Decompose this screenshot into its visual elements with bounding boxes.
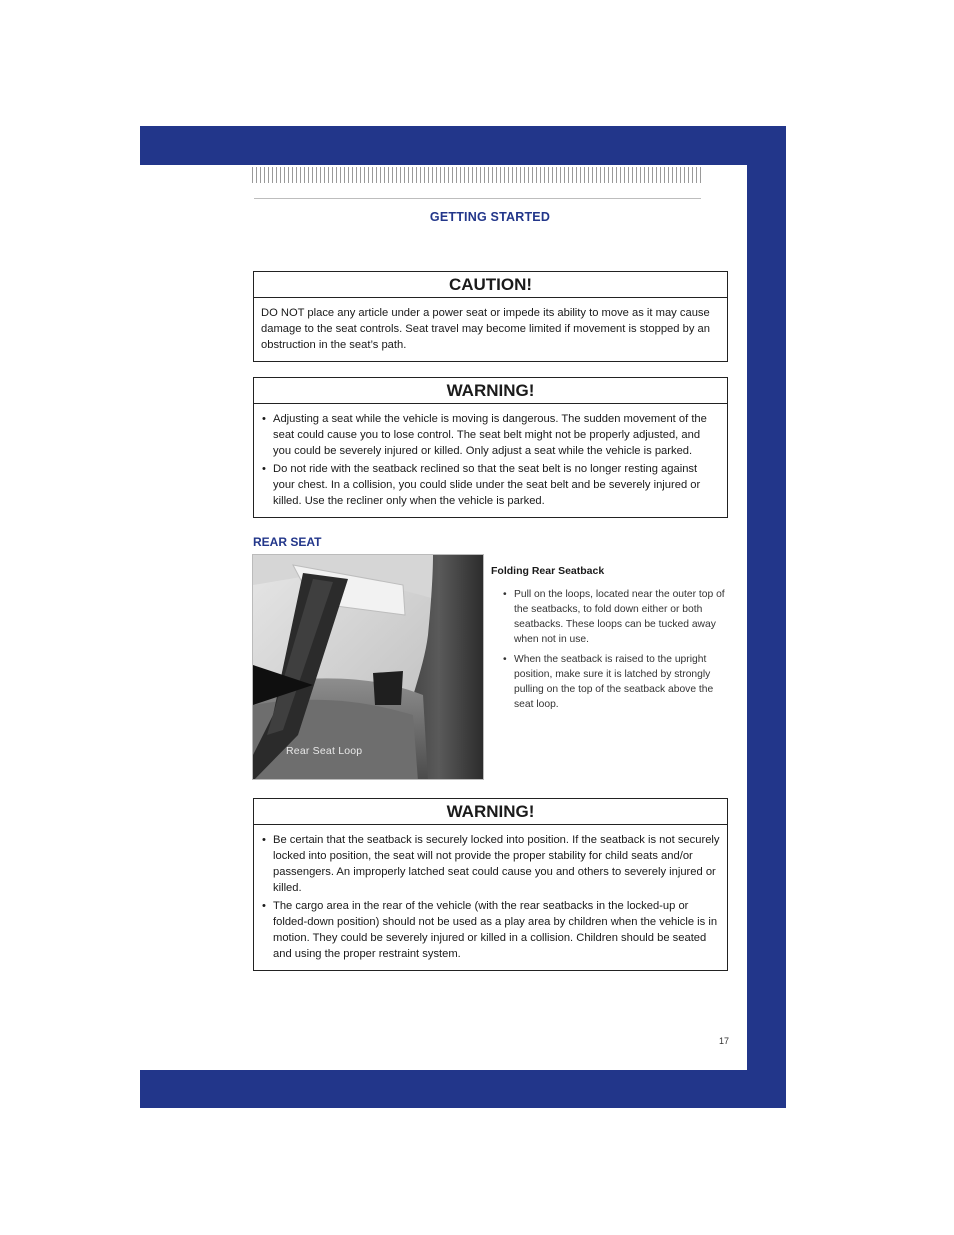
caution-body: DO NOT place any article under a power seat or impede its ability to move as it may cause damage to the seat controls. Seat travel may become limited if movement is stopped by an obstruction in the seat’s path. <box>261 307 710 351</box>
warning-title: WARNING! <box>254 799 727 825</box>
section-header: GETTING STARTED <box>429 210 551 224</box>
warning-bullet: • Do not ride with the seatback reclined so that the seat belt is no longer resting against your chest. In a collision, you could slide under the seat belt and be severely injured or killed. Use the recliner only when the vehicle is parked. <box>261 461 721 509</box>
header-rule <box>254 198 701 199</box>
warning-box-seat-adjust <box>253 377 728 518</box>
rear-seat-heading: REAR SEAT <box>253 535 322 549</box>
frame-right-bar <box>747 126 786 1108</box>
photo-caption: Rear Seat Loop <box>286 745 363 757</box>
caution-box <box>253 271 728 362</box>
warning-bullet: • The cargo area in the rear of the vehicle (with the rear seatbacks in the locked-up or folded-down position) should not be used as a play area by children when the vehicle is in motion. They could be severely injured or killed in a collision. Children should be seated and using the proper restraint system. <box>261 898 721 962</box>
warning-title: WARNING! <box>254 378 727 404</box>
decorative-tick-bar <box>252 167 704 183</box>
warning-body <box>254 825 727 972</box>
folding-rear-seatback-section <box>491 565 728 717</box>
caution-title: CAUTION! <box>254 272 727 298</box>
frame-top-bar <box>140 126 786 165</box>
folding-title: Folding Rear Seatback <box>491 565 605 577</box>
warning-box-seatback <box>253 798 728 971</box>
warning-body <box>254 404 727 519</box>
warning-bullet: • Adjusting a seat while the vehicle is moving is dangerous. The sudden movement of the seat could cause you to lose control. The seat belt might not be properly adjusted, and you could be severely injured or killed. Only adjust a seat while the vehicle is parked. <box>261 411 721 459</box>
frame-bottom-bar <box>140 1070 786 1108</box>
warning-bullet: • Be certain that the seatback is securely locked into position. If the seatback is not securely locked into position, the seat will not provide the proper stability for child seats and/or passengers. An improperly latched seat could cause you and others to severely injured or killed. <box>261 832 721 896</box>
rear-seat-loop-photo <box>252 554 484 780</box>
folding-bullet: • Pull on the loops, located near the outer top of the seatbacks, to fold down either or both seatbacks. These loops can be tucked away when not in use. <box>491 587 728 647</box>
page-number: 17 <box>719 1036 730 1046</box>
folding-bullet: • When the seatback is raised to the upright position, make sure it is latched by strongly pulling on the top of the seatback above the seat loop. <box>491 652 728 712</box>
